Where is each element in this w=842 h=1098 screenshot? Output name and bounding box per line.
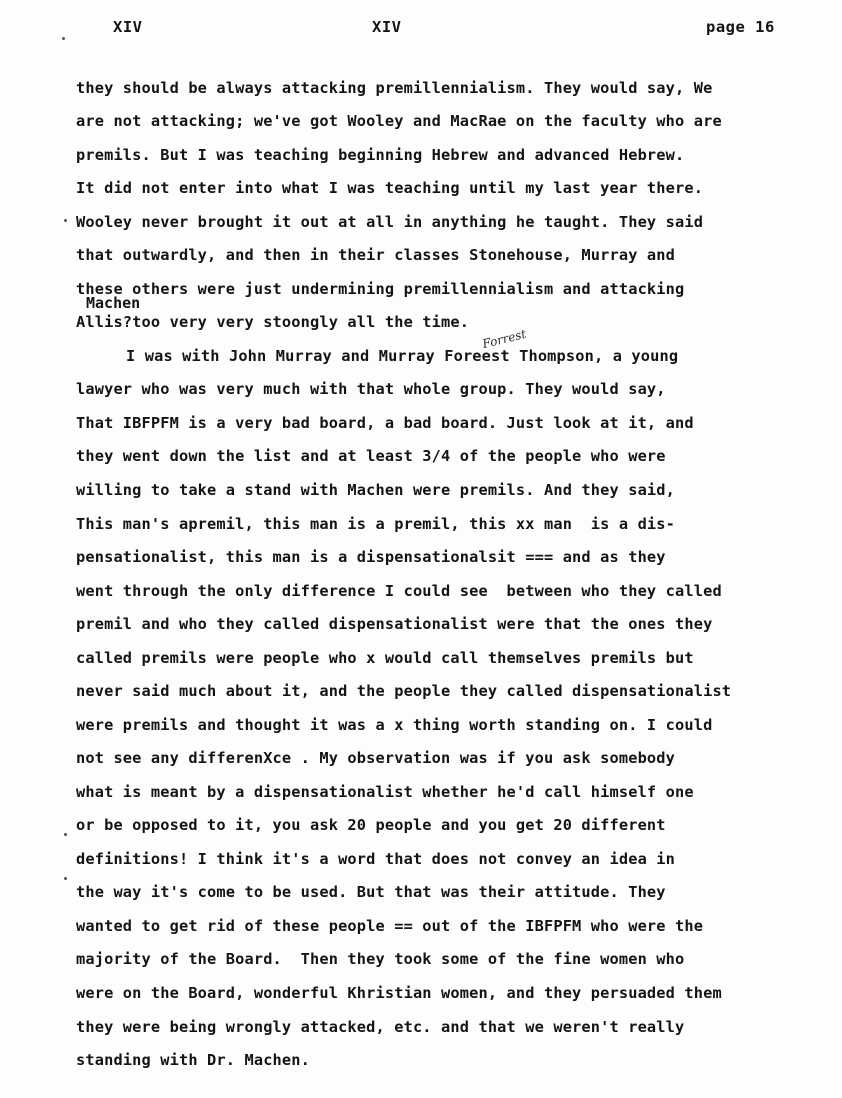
margin-speck (62, 37, 65, 40)
margin-speck (64, 219, 67, 222)
header-chapter-left: XIV (113, 18, 143, 36)
body-line: went through the only difference I could see between who they called (76, 582, 722, 600)
header-chapter-center: XIV (372, 18, 402, 36)
body-line: they should be always attacking premillennialism. They would say, We (76, 79, 713, 97)
body-line: were on the Board, wonderful Khristian women, and they persuaded them (76, 984, 722, 1002)
body-line: lawyer who was very much with that whole group. They would say, (76, 380, 666, 398)
body-line: that outwardly, and then in their classes Stonehouse, Murray and (76, 246, 676, 264)
body-line: This man's apremil, this man is a premil, this xx man is a dis- (76, 515, 676, 533)
body-line: were premils and thought it was a x thing worth standing on. I could (76, 716, 713, 734)
body-line: willing to take a stand with Machen were premils. And they said, (76, 481, 676, 499)
body-line: never said much about it, and the people they called dispensationalist (76, 682, 732, 700)
body-line: they were being wrongly attacked, etc. and that we weren't really (76, 1018, 685, 1036)
body-line: definitions! I think it's a word that does not convey an idea in (76, 850, 676, 868)
paragraph-start-line: I was with John Murray and Murray Foreest Thompson, a young (126, 347, 679, 365)
body-line: Wooley never brought it out at all in anything he taught. They said (76, 213, 704, 231)
body-line: It did not enter into what I was teaching until my last year there. (76, 179, 704, 197)
body-line: they went down the list and at least 3/4 of the people who were (76, 447, 666, 465)
body-line: standing with Dr. Machen. (76, 1051, 310, 1069)
margin-speck (64, 833, 67, 836)
body-line: these others were just undermining premillennialism and attacking (76, 280, 685, 298)
body-line: pensationalist, this man is a dispensationalsit === and as they (76, 548, 666, 566)
body-line: majority of the Board. Then they took some of the fine women who (76, 950, 685, 968)
handwritten-correction: Forrest (480, 326, 528, 352)
body-line: premils. But I was teaching beginning Hebrew and advanced Hebrew. (76, 146, 685, 164)
body-line: are not attacking; we've got Wooley and MacRae on the faculty who are (76, 112, 722, 130)
body-line: or be opposed to it, you ask 20 people and you get 20 different (76, 816, 666, 834)
body-line: wanted to get rid of these people == out of the IBFPFM who were the (76, 917, 704, 935)
margin-speck (64, 877, 67, 880)
page-number: page 16 (706, 18, 775, 36)
body-line: Allis?too very very stoongly all the time. (76, 313, 470, 331)
inserted-word-machen: Machen (86, 294, 141, 312)
body-line: not see any differenXce . My observation was if you ask somebody (76, 749, 676, 767)
body-line: That IBFPFM is a very bad board, a bad board. Just look at it, and (76, 414, 694, 432)
body-line: the way it's come to be used. But that was their attitude. They (76, 883, 666, 901)
body-line: premil and who they called dispensationalist were that the ones they (76, 615, 713, 633)
body-line: what is meant by a dispensationalist whether he'd call himself one (76, 783, 694, 801)
body-line: called premils were people who x would call themselves premils but (76, 649, 694, 667)
